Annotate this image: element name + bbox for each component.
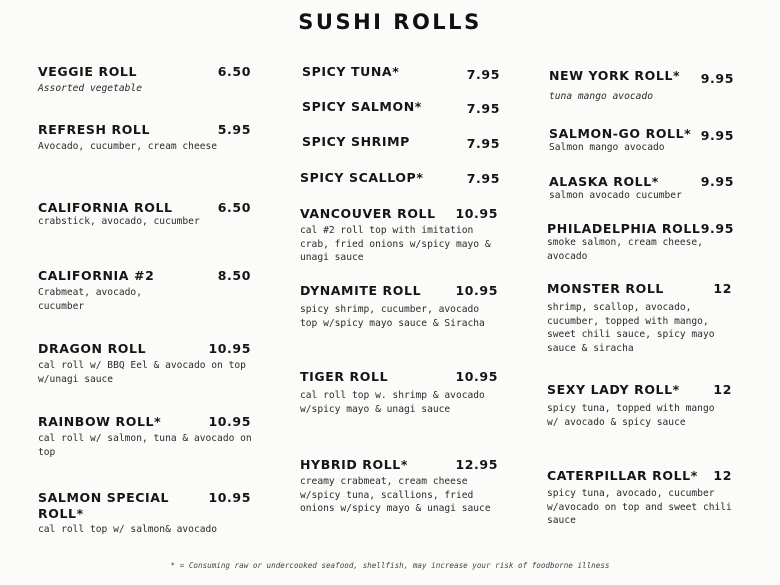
menu-item: [38, 341, 253, 386]
item-name: HYBRID ROLL*: [300, 457, 408, 472]
item-price: 7.95: [466, 101, 500, 116]
footer-disclaimer: * = Consuming raw or undercooked seafood, shellfish, may increase your risk of foodborne illness: [170, 561, 610, 570]
menu-item: [302, 134, 500, 149]
item-description: Assorted vegetable: [38, 83, 142, 94]
item-description: Avocado, cucumber, cream cheese: [38, 141, 218, 152]
menu-item: [547, 281, 734, 355]
item-price: 9.95: [700, 128, 734, 143]
item-description: cal roll top w/ salmon& avocado: [38, 524, 218, 535]
item-price: 7.95: [466, 136, 500, 151]
item-description: cal roll w/ salmon, tuna & avocado on top: [38, 433, 252, 458]
item-description: Salmon mango avocado: [549, 142, 665, 153]
item-description: shrimp, scallop, avocado, cucumber, topped with mango, sweet chili sauce, spicy mayo sauce & siracha: [547, 302, 715, 354]
item-price: 9.95: [700, 221, 734, 236]
menu-item: [300, 457, 498, 516]
item-name: TIGER ROLL: [300, 369, 389, 384]
item-name: SALMON-GO ROLL*: [549, 126, 692, 141]
menu-item: [549, 126, 734, 155]
menu-item: [302, 64, 500, 82]
item-price: 7.95: [466, 67, 500, 82]
item-price: 6.50: [217, 64, 251, 79]
item-price: 9.95: [700, 174, 734, 189]
item-name: VEGGIE ROLL: [38, 64, 138, 79]
item-price: 10.95: [455, 206, 498, 221]
menu-item: [38, 268, 253, 313]
item-name: SPICY SALMON*: [302, 99, 422, 114]
menu-item: [300, 283, 498, 330]
item-description: Crabmeat, avocado, cucumber: [38, 287, 142, 312]
item-name: CATERPILLAR ROLL*: [547, 468, 698, 483]
item-price: 10.95: [208, 490, 251, 505]
menu-item: [38, 490, 253, 537]
menu-item: [549, 68, 734, 104]
item-name: SEXY LADY ROLL*: [547, 382, 680, 397]
item-name: SPICY SHRIMP: [302, 134, 410, 149]
item-description: cal #2 roll top with imitation crab, fried onions w/spicy mayo & unagi sauce: [300, 225, 491, 263]
menu-item: [547, 468, 734, 528]
menu-item: [38, 414, 253, 459]
item-name: RAINBOW ROLL*: [38, 414, 162, 429]
item-name: DYNAMITE ROLL: [300, 283, 422, 298]
item-name: VANCOUVER ROLL: [300, 206, 436, 221]
item-price: 12: [713, 468, 732, 483]
item-name: SALMON SPECIAL ROLL*: [38, 490, 170, 521]
item-description: spicy tuna, topped with mango w/ avocado & spicy sauce: [547, 403, 715, 428]
menu-item: [38, 122, 253, 154]
menu-item: [300, 170, 500, 185]
item-description: cal roll w/ BBQ Eel & avocado on top w/unagi sauce: [38, 360, 246, 385]
item-price: 10.95: [208, 341, 251, 356]
item-description: cal roll top w. shrimp & avocado w/spicy mayo & unagi sauce: [300, 390, 485, 415]
menu-item: [549, 174, 734, 203]
item-price: 6.50: [217, 200, 251, 215]
menu-item: [300, 369, 498, 416]
item-description: spicy tuna, avocado, cucumber w/avocado on top and sweet chili sauce: [547, 488, 732, 526]
menu-item: [547, 221, 734, 263]
menu-item: [38, 200, 253, 229]
item-name: PHILADELPHIA ROLL: [547, 221, 701, 236]
item-name: SPICY TUNA*: [302, 64, 400, 79]
item-description: crabstick, avocado, cucumber: [38, 216, 200, 227]
item-description: tuna mango avocado: [549, 91, 653, 102]
item-name: MONSTER ROLL: [547, 281, 664, 296]
item-price: 12: [713, 382, 732, 397]
item-name: DRAGON ROLL: [38, 341, 147, 356]
item-price: 8.50: [217, 268, 251, 283]
item-description: smoke salmon, cream cheese, avocado: [547, 237, 703, 262]
item-price: 10.95: [455, 283, 498, 298]
item-price: 5.95: [217, 122, 251, 137]
item-name: ALASKA ROLL*: [549, 174, 659, 189]
menu-item: [547, 382, 734, 429]
item-price: 10.95: [455, 369, 498, 384]
item-name: REFRESH ROLL: [38, 122, 151, 137]
item-price: 10.95: [208, 414, 251, 429]
menu-item: [38, 64, 253, 96]
page-title: SUSHI ROLLS: [298, 10, 482, 34]
menu-item: [302, 99, 500, 114]
menu-item: [300, 206, 498, 265]
item-name: CALIFORNIA ROLL: [38, 200, 173, 215]
item-name: NEW YORK ROLL*: [549, 68, 681, 83]
item-name: SPICY SCALLOP*: [300, 170, 424, 185]
item-description: salmon avocado cucumber: [549, 190, 682, 201]
item-price: 7.95: [466, 171, 500, 186]
item-price: 9.95: [700, 71, 734, 86]
item-price: 12: [713, 281, 732, 296]
item-price: 12.95: [455, 457, 498, 472]
item-description: creamy crabmeat, cream cheese w/spicy tuna, scallions, fried onions w/spicy mayo & unagi sauce: [300, 476, 491, 514]
item-name: CALIFORNIA #2: [38, 268, 155, 283]
item-description: spicy shrimp, cucumber, avocado top w/spicy mayo sauce & Siracha: [300, 304, 485, 329]
